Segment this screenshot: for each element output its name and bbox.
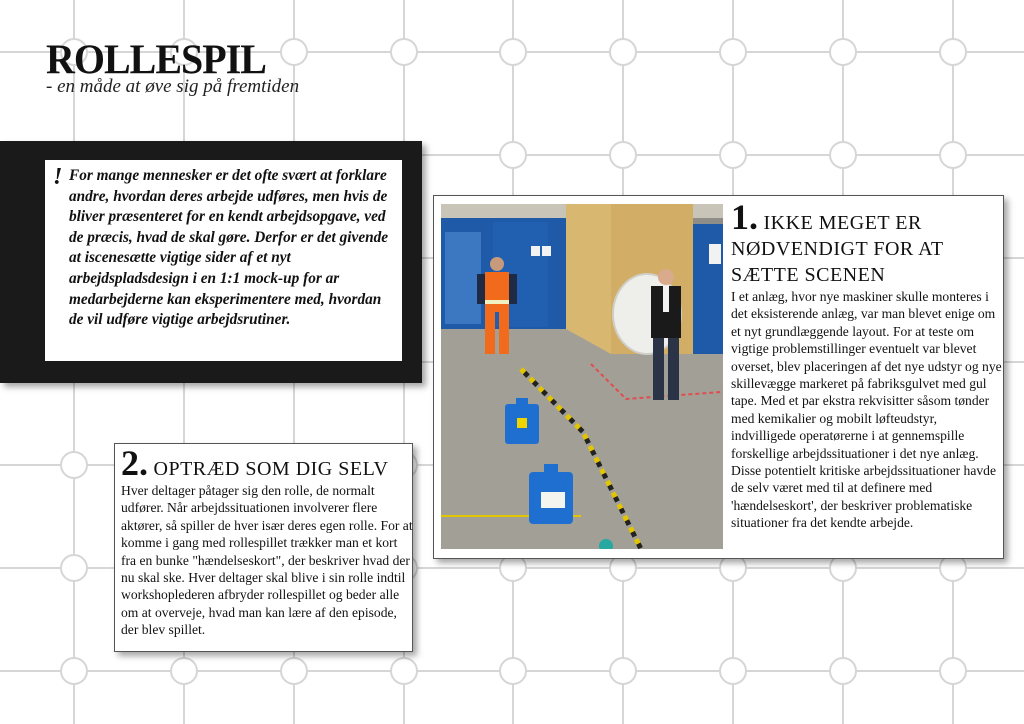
grid-circle bbox=[720, 658, 746, 684]
grid-circle bbox=[830, 658, 856, 684]
grid-circle bbox=[830, 39, 856, 65]
grid-circle bbox=[610, 39, 636, 65]
section-2-title: OPTRÆD SOM DIG SELV bbox=[153, 458, 389, 480]
exclamation-icon: ! bbox=[53, 164, 63, 190]
section-1-number: 1. bbox=[731, 197, 758, 237]
section-2-text bbox=[121, 443, 413, 639]
section-2-number: 2. bbox=[121, 443, 148, 483]
grid-circle bbox=[391, 39, 417, 65]
section-1-title: IKKE MEGET ER NØDVENDIGT FOR AT SÆTTE SCENEN bbox=[731, 212, 944, 286]
grid-circle bbox=[500, 658, 526, 684]
grid-circle bbox=[391, 658, 417, 684]
grid-circle bbox=[830, 142, 856, 168]
mockup-photo bbox=[441, 204, 723, 549]
grid-circle bbox=[940, 39, 966, 65]
section-2-heading bbox=[121, 443, 413, 483]
section-1-text bbox=[731, 197, 1003, 532]
section-2-body: Hver deltager påtager sig den rolle, de normalt udfører. Når arbejdssituationen involverer flere aktører, så spiller de hver især deres egen rolle. For at komme i gang med rollespillet trækker man et kort fra en bunke "hændelseskort", der beskriver hvad der nu skal ske. Hver deltager skal blive i sin rolle indtil workshoplederen afbryder rollespillet og beder alle om at overveje, hvad man kan lære af den episode, der blev spillet. bbox=[121, 483, 413, 638]
intro-box bbox=[45, 160, 402, 361]
grid-circle bbox=[500, 39, 526, 65]
grid-circle bbox=[61, 555, 87, 581]
grid-circle bbox=[610, 658, 636, 684]
section-1-heading bbox=[731, 197, 1003, 288]
grid-circle bbox=[940, 142, 966, 168]
grid-circle bbox=[171, 658, 197, 684]
grid-circle bbox=[940, 658, 966, 684]
section-1-body: I et anlæg, hvor nye maskiner skulle monteres i det eksisterende anlæg, var man blevet enige om et nyt grundlæggende layout. For at teste om vigtige problemstillinger eventuelt var blevet overset, blev placeringen af det nye udstyr og nye skillevægge markeret på fabriksgulvet med gul tape. Med et par ekstra rekvisitter såsom tønder med kemikalier og mobilt løfteudstyr, indvilligede operatørerne i at gennemspille forskellige arbejdssituationer i det nye anlæg. Disse potentielt kritiske arbejdssituationer havde de selv været med til at definere med 'hændelseskort', der beskriver problematiske situationer fra det kendte arbejde. bbox=[731, 289, 1002, 531]
grid-circle bbox=[281, 39, 307, 65]
grid-circle bbox=[610, 142, 636, 168]
grid-circle bbox=[281, 658, 307, 684]
grid-circle bbox=[720, 39, 746, 65]
grid-circle bbox=[61, 452, 87, 478]
section-2-box bbox=[114, 443, 413, 652]
section-1-box bbox=[433, 195, 1004, 559]
grid-circle bbox=[61, 658, 87, 684]
grid-circle bbox=[500, 142, 526, 168]
page-subtitle: - en måde at øve sig på fremtiden bbox=[46, 76, 300, 97]
grid-circle bbox=[720, 142, 746, 168]
page-title: ROLLESPIL bbox=[46, 35, 266, 84]
intro-text: For mange mennesker er det ofte svært at forklare andre, hvordan deres arbejde udføres, men hvis de bliver præsenteret for en kendt arbejdsopgave, ved de præcis, hvad de skal gøre. Derfor er det givende at iscenesætte vigtige sider af et nyt arbejdspladsdesign i en 1:1 mock-up for ar medarbejderne kan eksperimentere med, hvordan de vil udføre vigtige arbejdsrutiner. bbox=[69, 167, 389, 329]
